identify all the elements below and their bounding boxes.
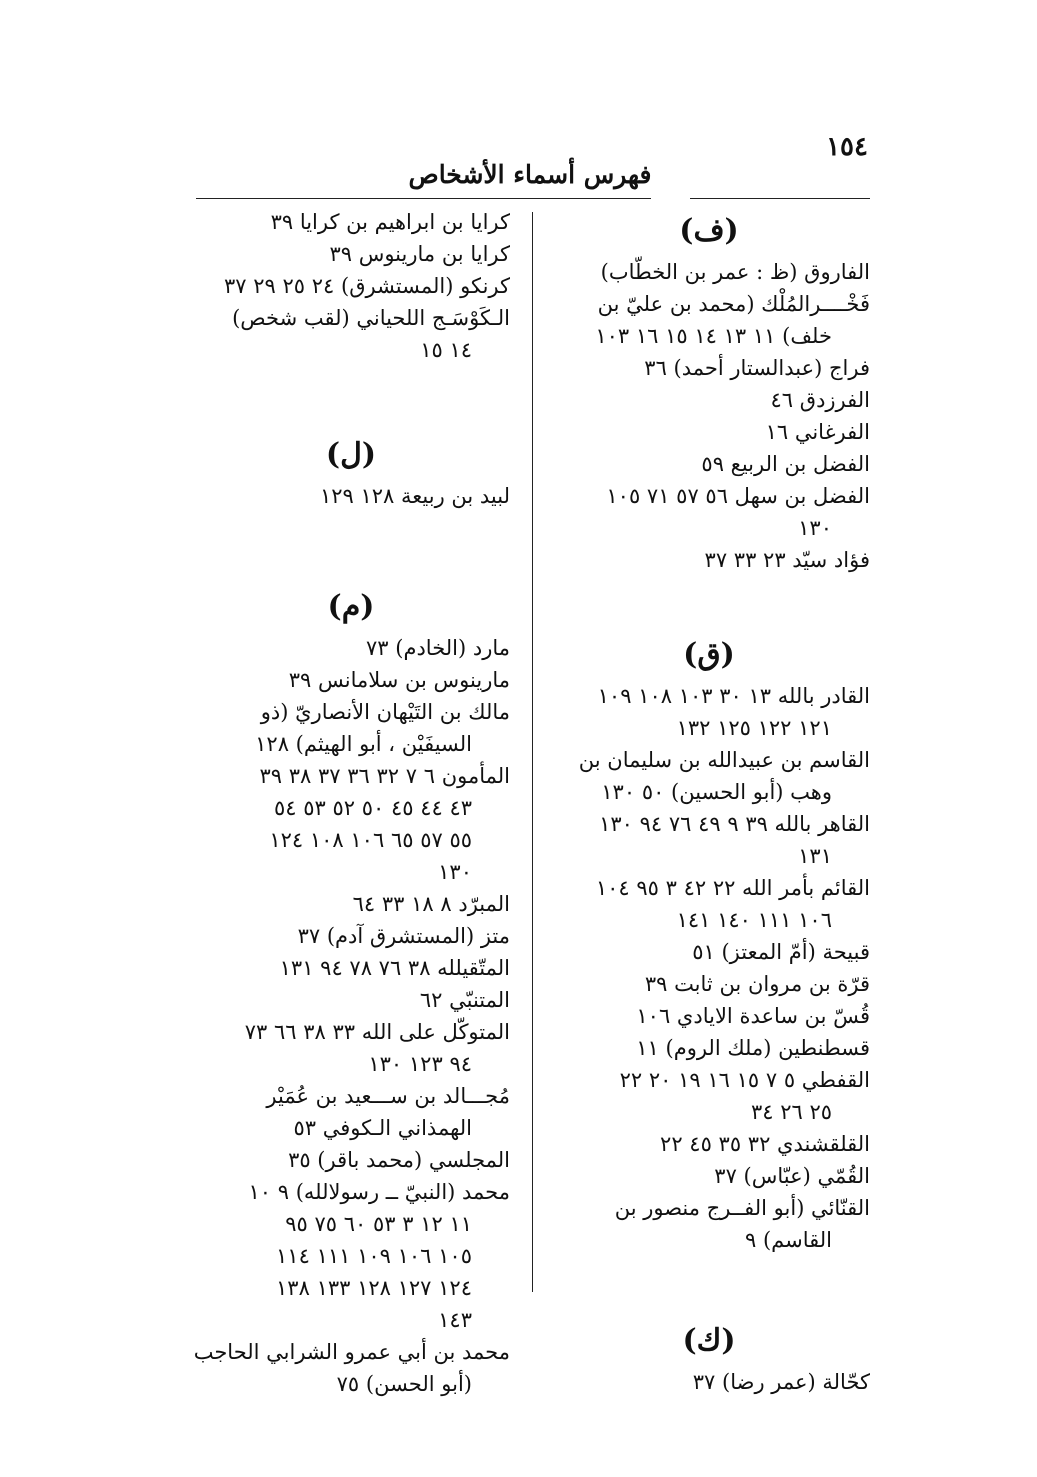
index-entry-continuation: ١٤٣	[438, 1308, 472, 1332]
index-entry-continuation: ١٣٠	[798, 516, 832, 540]
index-entry-continuation: ١٢٤ ١٢٧ ١٢٨ ١٣٣ ١٣٨	[276, 1276, 472, 1300]
section-heading-lam: (ل)	[325, 437, 377, 472]
index-entry-continuation: (أبو الحسن) ٧٥	[336, 1372, 472, 1396]
index-entry-continuation: ١١ ١٢ ٣ ٥٣ ٦٠ ٧٥ ٩٥	[285, 1212, 472, 1236]
index-entry: القلقشندي ٣٢ ٣٥ ٤٥ ٢٢	[660, 1132, 870, 1156]
index-entry: الفضل بن الربيع ٥٩	[701, 452, 870, 476]
index-entry-continuation: ١٣١	[798, 844, 832, 868]
index-entry: فؤاد سيّد ٢٣ ٣٣ ٣٧	[704, 548, 870, 572]
page-title: فهرس أسماء الأشخاص	[408, 160, 652, 189]
index-entry-continuation: السيفَيْن ، أبو الهيثم) ١٢٨	[255, 732, 472, 756]
index-entry: القُمّي (عبّاس) ٣٧	[714, 1164, 870, 1188]
index-entry: القائم بأمر الله ٢٢ ٤٢ ٣ ٩٥ ١٠٤	[595, 876, 870, 900]
section-gap	[192, 366, 510, 430]
index-entry: الفاروق (ظ : عمر بن الخطّاب)	[600, 260, 870, 284]
section-heading-kaf: (ك)	[682, 1323, 736, 1358]
index-entry-continuation: الهمذاني الـكوفي ٥٣	[293, 1116, 472, 1140]
index-entry: المتوكّل على الله ٣٣ ٣٨ ٦٦ ٧٣	[244, 1020, 510, 1044]
index-entry: كرنكو (المستشرق) ٢٤ ٢٥ ٢٩ ٣٧	[224, 274, 510, 298]
index-entry: قسطنطين (ملك الروم) ١١	[636, 1036, 870, 1060]
index-entry: المتّقيلله ٣٨ ٧٦ ٧٨ ٩٤ ١٣١	[279, 956, 510, 980]
index-entry: المجلسي (محمد باقر) ٣٥	[288, 1148, 510, 1172]
index-entry: لبيد بن ربيعة ١٢٨ ١٢٩	[319, 484, 510, 508]
index-entry: كرايا بن ابراهيم بن كرايا ٣٩	[270, 210, 510, 234]
index-entry: كرايا بن مارينوس ٣٩	[329, 242, 510, 266]
section-heading-fa: (ف)	[679, 213, 739, 248]
index-entry: الفرغاني ١٦	[765, 420, 870, 444]
index-column-right	[548, 206, 870, 1398]
index-entry-continuation: ١٣٠	[438, 860, 472, 884]
index-entry: قُسّ بن ساعدة الايادي ١٠٦	[636, 1004, 870, 1028]
section-gap	[548, 576, 870, 630]
index-entry: القنّائي (أبو الفــرج منصور بن	[614, 1196, 870, 1220]
index-entry: القاسم بن عبيدالله بن سليمان بن	[578, 748, 870, 772]
index-entry: مارينوس بن سلامانس ٣٩	[288, 668, 510, 692]
index-entry: فراج (عبدالستار أحمد) ٣٦	[644, 356, 870, 380]
section-gap	[192, 512, 510, 582]
index-entry-continuation: خلف) ١١ ١٣ ١٤ ١٥ ١٦ ١٠٣	[595, 324, 832, 348]
index-entry: القاهر بالله ٣٩ ٩ ٤٩ ٧٦ ٩٤ ١٣٠	[599, 812, 870, 836]
index-entry: القفطي ٥ ٧ ١٥ ١٦ ١٩ ٢٠ ٢٢	[619, 1068, 870, 1092]
index-column-left	[192, 206, 510, 1400]
index-entry: الـكَوْسَـج اللحياني (لقب شخص)	[232, 306, 510, 330]
index-entry: كحّالة (عمر رضا) ٣٧	[692, 1370, 870, 1394]
index-entry: المأمون ٦ ٧ ٣٢ ٣٦ ٣٧ ٣٨ ٣٩	[259, 764, 510, 788]
index-entry-continuation: ٤٣ ٤٤ ٤٥ ٥٠ ٥٢ ٥٣ ٥٤	[273, 796, 472, 820]
index-entry-continuation: ٢٥ ٢٦ ٣٤	[750, 1100, 832, 1124]
index-entry-continuation: ١٠٦ ١١١ ١٤٠ ١٤١	[676, 908, 832, 932]
section-heading-qaf: (ق)	[683, 637, 735, 672]
index-entry: مُجـــالد بن ســـعيد بن عُمَيْر	[266, 1084, 510, 1108]
column-divider	[532, 212, 533, 1292]
index-entry: فَخْــــرالمُلْك (محمد بن عليّ بن	[597, 292, 870, 316]
index-entry-continuation: ١٢١ ١٢٢ ١٢٥ ١٣٢	[676, 716, 832, 740]
index-entry: متز (المستشرق آدم) ٣٧	[297, 924, 510, 948]
index-entry-continuation: ١٠٥ ١٠٦ ١٠٩ ١١١ ١١٤	[276, 1244, 472, 1268]
page-number: ١٥٤	[826, 132, 868, 162]
section-gap	[548, 1256, 870, 1316]
index-entry: الفرزدق ٤٦	[770, 388, 870, 412]
index-entry-continuation: ١٤ ١٥	[420, 338, 472, 362]
index-entry: مالك بن التَيْهان الأنصاريّ (ذو	[260, 700, 510, 724]
index-entry: قبيحة (أمّ المعتز) ٥١	[692, 940, 870, 964]
index-entry: المتنبّي ٦٢	[419, 988, 510, 1012]
index-entry: المبرّد ٨ ١٨ ٣٣ ٦٤	[352, 892, 510, 916]
header-rule-left	[196, 198, 651, 199]
index-entry-continuation: وهب (أبو الحسين) ٥٠ ١٣٠	[601, 780, 832, 804]
index-entry: محمد (النبيّ ــ رسولالله) ٩ ١٠	[248, 1180, 510, 1204]
index-entry: قرّة بن مروان بن ثابت ٣٩	[644, 972, 870, 996]
index-entry: محمد بن أبي عمرو الشرابي الحاجب	[193, 1340, 510, 1364]
index-entry-continuation: القاسم) ٩	[745, 1228, 832, 1252]
index-entry: القادر بالله ١٣ ٣٠ ١٠٣ ١٠٨ ١٠٩	[597, 684, 870, 708]
header-rule-right	[690, 198, 870, 199]
index-entry: الفضل بن سهل ٥٦ ٥٧ ٧١ ١٠٥	[606, 484, 870, 508]
section-heading-mim: (م)	[327, 589, 375, 624]
index-entry: مارد (الخادم) ٧٣	[366, 636, 510, 660]
index-entry-continuation: ٥٥ ٥٧ ٦٥ ١٠٦ ١٠٨ ١٢٤	[269, 828, 472, 852]
index-entry-continuation: ٩٤ ١٢٣ ١٣٠	[368, 1052, 472, 1076]
